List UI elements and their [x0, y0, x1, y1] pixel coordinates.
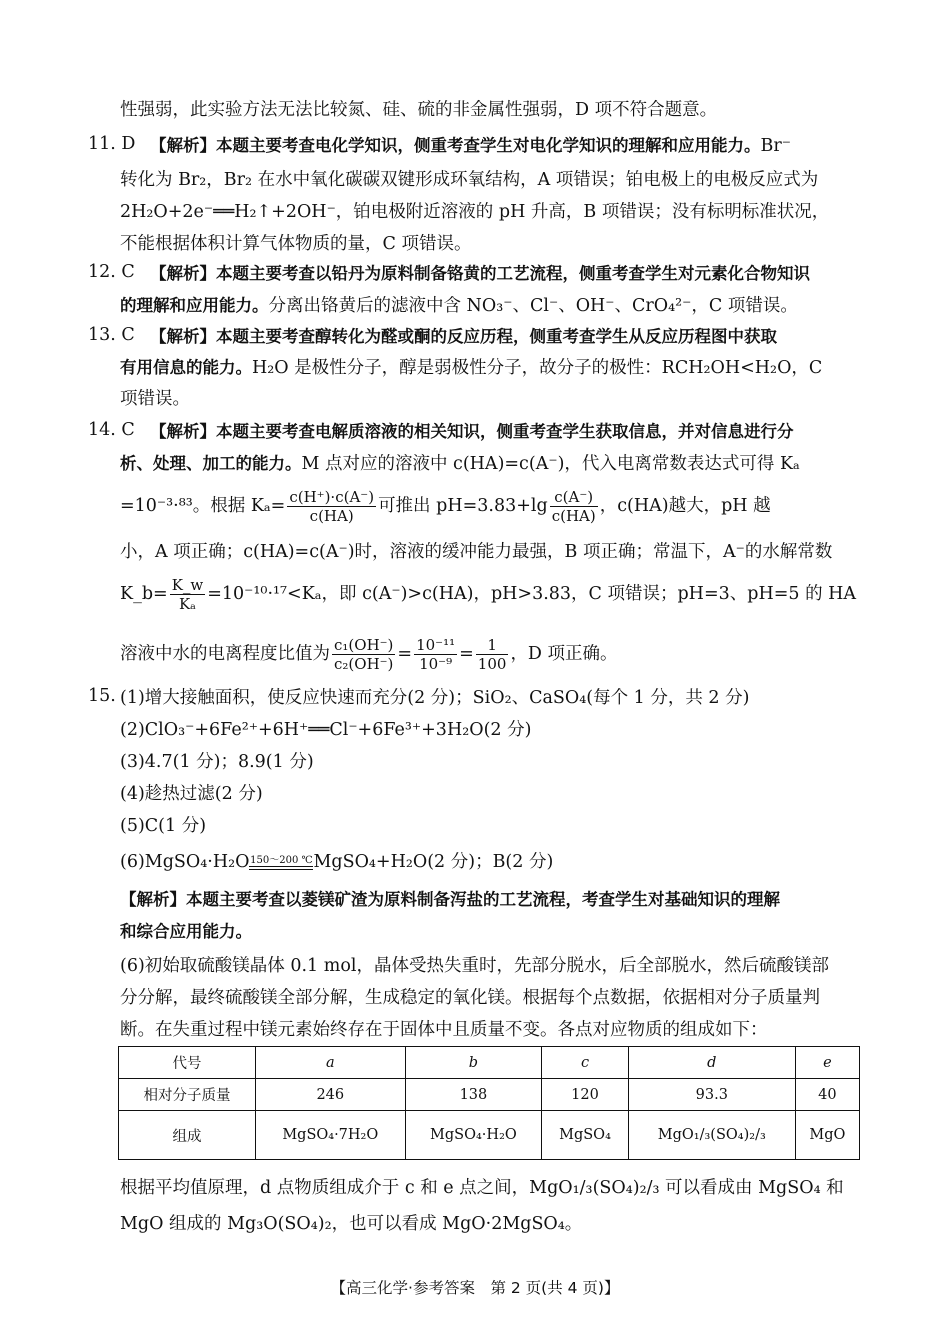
- table-cell: b: [405, 1047, 542, 1079]
- numerator: K_w: [171, 576, 204, 594]
- text-line: 性强弱，此实验方法无法比较氮、硅、硫的非金属性强弱，D 项不符合题意。: [120, 100, 718, 120]
- table-cell: e: [795, 1047, 859, 1079]
- inline-text: 溶液中水的电离程度比值为: [120, 644, 330, 664]
- table-cell: c: [542, 1047, 629, 1079]
- text-line: 转化为 Br₂，Br₂ 在水中氧化碳碳双键形成环氧结构，A 项错误；铂电极上的电极反应式为: [120, 170, 819, 190]
- text-line: (4)趁热过滤(2 分): [120, 784, 263, 804]
- numerator: 10⁻¹¹: [416, 636, 456, 654]
- text-line: 分分解，最终硫酸镁全部分解，生成稳定的氧化镁。根据每个点数据，依据相对分子质量判: [120, 988, 820, 1008]
- bold-phrase: 的理解和应用能力。: [120, 296, 269, 315]
- numerator: c(A⁻): [550, 488, 598, 507]
- table-cell: 组成: [119, 1111, 256, 1160]
- denominator: c(HA): [309, 507, 354, 525]
- table-cell: 120: [542, 1079, 629, 1111]
- reaction-condition: 150～200 ℃: [250, 855, 313, 866]
- table-cell: MgSO₄·7H₂O: [255, 1111, 405, 1160]
- table-cell: 相对分子质量: [119, 1079, 256, 1111]
- text-line: 不能根据体积计算气体物质的量，C 项错误。: [120, 234, 472, 254]
- equals-sign: =: [397, 644, 413, 664]
- table-cell: d: [628, 1047, 795, 1079]
- table-row: [119, 1079, 860, 1111]
- text-line: 断。在失重过程中镁元素始终存在于固体中且质量不变。各点对应物质的组成如下：: [120, 1020, 768, 1040]
- text-line: [120, 452, 862, 476]
- fraction: [170, 576, 206, 613]
- table-cell: 138: [405, 1079, 542, 1111]
- table-cell: 246: [255, 1079, 405, 1111]
- numerator: c(H⁺)·c(A⁻): [289, 488, 375, 506]
- analysis-heading: 【解析】本题主要考查以铅丹为原料制备铬黄的工艺流程，侧重考查学生对元素化合物知识: [150, 264, 810, 283]
- inline-text: MgSO₄+H₂O(2 分)；B(2 分): [313, 852, 554, 872]
- inline-text: =10⁻¹⁰·¹⁷<Kₐ，即 c(A⁻)>c(HA)，pH>3.83，C 项错误；pH=3、pH=5 的 HA: [207, 584, 857, 604]
- analysis-heading: 【解析】本题主要考查电化学知识，侧重考查学生对电化学知识的理解和应用能力。: [150, 136, 761, 155]
- inline-text: 分离出铬黄后的滤液中含 NO₃⁻、Cl⁻、OH⁻、CrO₄²⁻，C 项错误。: [268, 296, 798, 316]
- bold-phrase: 有用信息的能力。: [120, 358, 252, 377]
- denominator: 10⁻⁹: [419, 655, 453, 673]
- formula-line: [120, 574, 862, 614]
- analysis-heading: 和综合应用能力。: [120, 922, 252, 941]
- table-cell: a: [255, 1047, 405, 1079]
- text-line: 项错误。: [120, 389, 190, 409]
- analysis-heading: 【解析】本题主要考查电解质溶液的相关知识，侧重考查学生获取信息，并对信息进行分: [150, 422, 794, 441]
- text-line: [120, 356, 862, 380]
- numerator: 1: [476, 636, 509, 655]
- inline-text: ，D 项正确。: [510, 644, 618, 664]
- inline-text: H₂O 是极性分子，醇是弱极性分子，故分子的极性：RCH₂OH<H₂O，C: [252, 358, 823, 378]
- question-number: 13. C: [88, 325, 135, 345]
- formula-line: [120, 486, 862, 526]
- text-line: 2H₂O+2e⁻══H₂↑+2OH⁻，铂电极附近溶液的 pH 升高，B 项错误；没有标明标准状况，: [120, 202, 830, 222]
- analysis-heading: 【解析】本题主要考查醇转化为醛或酮的反应历程，侧重考查学生从反应历程图中获取: [150, 327, 777, 346]
- inline-text: ，c(HA)越大，pH 越: [599, 496, 771, 516]
- inline-text: 可推出 pH=3.83+lg: [378, 496, 548, 516]
- table-cell: MgO₁/₃(SO₄)₂/₃: [628, 1111, 795, 1160]
- numerator: c₁(OH⁻): [334, 636, 394, 654]
- formula-line: [120, 634, 862, 674]
- text-line: MgO 组成的 Mg₃O(SO₄)₂，也可以看成 MgO·2MgSO₄。: [120, 1214, 583, 1234]
- table-cell: MgSO₄: [542, 1111, 629, 1160]
- question-number: 14. C: [88, 420, 135, 440]
- fraction: [414, 636, 457, 673]
- table-cell: 93.3: [628, 1079, 795, 1111]
- fraction: [476, 636, 509, 673]
- inline-text: M 点对应的溶液中 c(HA)=c(A⁻)，代入电离常数表达式可得 Kₐ: [301, 454, 800, 474]
- inline-text: (6)MgSO₄·H₂O: [120, 852, 250, 872]
- table-cell: 40: [795, 1079, 859, 1111]
- table-row: [119, 1111, 860, 1160]
- text-line: 小，A 项正确；c(HA)=c(A⁻)时，溶液的缓冲能力最强，B 项正确；常温下，A⁻的水解常数: [120, 542, 833, 562]
- table-cell: MgO: [795, 1111, 859, 1160]
- analysis-heading: 【解析】本题主要考查以菱镁矿渣为原料制备泻盐的工艺流程，考查学生对基础知识的理解: [120, 890, 780, 909]
- inline-text: Br⁻: [760, 136, 791, 156]
- equals-sign: =: [459, 644, 474, 664]
- table-cell: MgSO₄·H₂O: [405, 1111, 542, 1160]
- inline-text: =10⁻³·⁸³。根据 Kₐ=: [120, 496, 286, 516]
- fraction: [332, 636, 395, 673]
- composition-table: [118, 1046, 860, 1160]
- text-line: 根据平均值原理，d 点物质组成介于 c 和 e 点之间，MgO₁/₃(SO₄)₂/₃ 可以看成由 MgSO₄ 和: [120, 1178, 844, 1198]
- table-header-row: [119, 1047, 860, 1079]
- inline-text: K_b=: [120, 584, 168, 604]
- reaction-arrow: [249, 855, 313, 870]
- text-line: (3)4.7(1 分)；8.9(1 分): [120, 752, 314, 772]
- fraction: [287, 488, 376, 525]
- denominator: Kₐ: [178, 595, 196, 613]
- bold-phrase: 析、处理、加工的能力。: [120, 454, 302, 473]
- page-footer: 【高三化学·参考答案 第 2 页(共 4 页)】: [330, 1279, 620, 1297]
- text-line: [120, 294, 862, 318]
- fraction: [550, 488, 598, 525]
- question-number: 15.: [88, 686, 116, 706]
- text-line: (1)增大接触面积，使反应快速而充分(2 分)；SiO₂、CaSO₄(每个 1 分，共 2 分): [120, 688, 750, 708]
- question-number: 11. D: [88, 134, 136, 154]
- denominator: c₂(OH⁻): [334, 655, 394, 673]
- text-line: (2)ClO₃⁻+6Fe²⁺+6H⁺══Cl⁻+6Fe³⁺+3H₂O(2 分): [120, 720, 532, 740]
- question-number: 12. C: [88, 262, 135, 282]
- denominator: 100: [477, 655, 507, 673]
- text-line: [150, 134, 862, 158]
- denominator: c(HA): [551, 507, 596, 525]
- formula-line: [120, 846, 862, 878]
- text-line: (5)C(1 分): [120, 816, 207, 836]
- table-cell: 代号: [119, 1047, 256, 1079]
- equal-bars: [249, 866, 313, 870]
- text-line: (6)初始取硫酸镁晶体 0.1 mol，晶体受热失重时，先部分脱水，后全部脱水，然后硫酸镁部: [120, 956, 829, 976]
